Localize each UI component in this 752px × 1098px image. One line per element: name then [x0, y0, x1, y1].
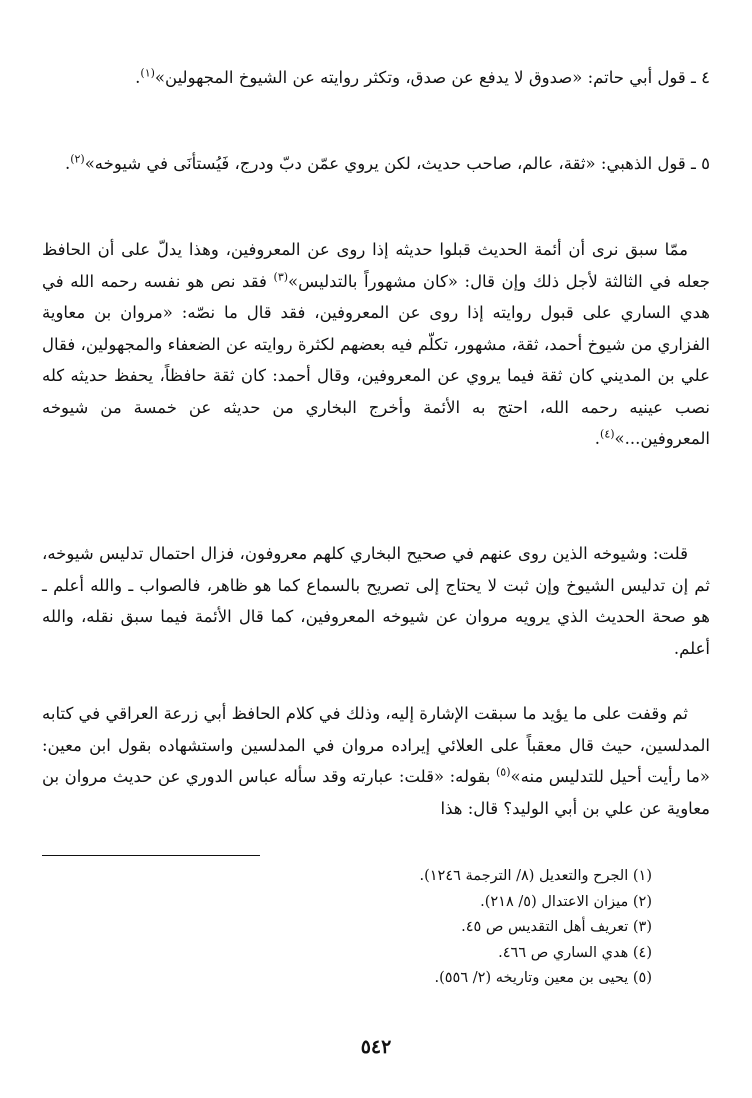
quote-item-4: ٤ ـ قول أبي حاتم: «صدوق لا يدفع عن صدق، وتكثر روايته عن الشيوخ المجهولين»$^{(١)}$. [135, 66, 710, 87]
quote-item-5: ٥ ـ قول الذهبي: «ثقة، عالم، صاحب حديث، لكن يروي عمّن دبّ ودرج، فَيُستأنَى في شيوخه»$^{(٢)}$. [64, 152, 710, 173]
footnote-5: (٥) يحيى بن معين وتاريخه (٢/ ٥٥٦). [434, 970, 652, 986]
quote-5-text: ٥ ـ قول الذهبي: «ثقة، عالم، صاحب حديث، لكن يروي عمّن دبّ ودرج، فَيُستأنَى في شيوخه» [84, 154, 710, 173]
footnote-3: (٣) تعريف أهل التقديس ص ٤٥. [461, 919, 652, 935]
footnote-separator [42, 855, 260, 856]
paragraph-conclusion [42, 538, 710, 664]
footnote-1: (١) الجرح والتعديل (٨/ الترجمة ١٢٤٦). [419, 868, 652, 884]
footnote-ref-2: (٢) [70, 152, 85, 166]
paragraph-additional-text-b: بقوله: «قلت: عبارته وقد سأله عباس الدوري عن حديث مروان بن معاوية عن علي بن أبي الوليد؟ قال: هذا [42, 767, 710, 818]
footnote-ref-3: (٣) [273, 270, 289, 283]
footnotes-list [92, 864, 652, 992]
paragraph-conclusion-text: قلت: وشيوخه الذين روى عنهم في صحيح البخاري كلهم معروفون، فزال احتمال تدليس شيوخه، ثم إن تدليس الشيوخ وإن ثبت لا يحتاج إلى تصريح بالسماع كما هو ظاهر، فالصواب ـ والله أعلم ـ هو صحة الحديث الذي يرويه مروان عن شيوخه المعروفين، كما قال الأئمة فيما سبق نقله، والله أعلم. [42, 544, 710, 658]
paragraph-analysis: ممّا سبق نرى أن أئمة الحديث قبلوا حديثه إذا روى عن المعروفين، وهذا يدلّ على أن الحافظ جعله في الثالثة لأجل ذلك وإن قال: «كان مشهوراً بالتدليس»$^{(٣)}$ فقد نص هو نفسه رحمه الله في هدي الساري على قبول روايته إذا روى عن المعروفين، فقد قال ما نصّه: «مروان بن معاوية الفزاري من شيوخ أحمد، ثقة، مشهور، تكلّم فيه بعضهم لكثرة روايته عن الضعفاء والمجهولين، فقال علي بن المديني كان ثقة فيما يروي عن المعروفين، وقال أحمد: كان ثقة حافظاً، يحفظ حديثه كله نصب عينيه رحمه الله، احتج به الأئمة وأخرج البخاري من حديثه عن خمسة من شيوخه المعروفين...»$^{(٤)}$. [42, 240, 711, 448]
paragraph-analysis-text-b: فقد نص هو نفسه رحمه الله في هدي الساري على قبول روايته إذا روى عن المعروفين، فقد قال ما نصّه: «مروان بن معاوية الفزاري من شيوخ أحمد، ثقة، مشهور، تكلّم فيه بعضهم لكثرة روايته عن الضعفاء والمجهولين، فقال علي بن المديني كان ثقة فيما يروي عن المعروفين، وقال أحمد: كان ثقة حافظاً، يحفظ حديثه كله نصب عينيه رحمه الله، احتج به الأئمة وأخرج البخاري من حديثه عن خمسة من شيوخه المعروفين...» [42, 271, 710, 448]
footnote-ref-1: (١) [140, 66, 155, 80]
paragraph-analysis-text-a: ممّا سبق نرى أن أئمة الحديث قبلوا حديثه إذا روى عن المعروفين، وهذا يدلّ على أن الحافظ جعله في الثالثة لأجل ذلك وإن قال: «كان مشهوراً بالتدليس» [42, 240, 711, 291]
footnote-2: (٢) ميزان الاعتدال (٥/ ٢١٨). [480, 893, 652, 910]
page-number: ٥٤٢ [360, 1036, 392, 1058]
paragraph-additional-text-a: ثم وقفت على ما يؤيد ما سبقت الإشارة إليه، وذلك في كلام الحافظ أبي زرعة العراقي في كتابه المدلسين، حيث قال معقباً على العلائي إيراده مروان في المدلسين واستشهاده بقول ابن معين: «ما رأيت أحيل للتدليس منه» [42, 704, 710, 786]
footnote-4: (٤) هدي الساري ص ٤٦٦. [498, 944, 652, 961]
quote-4-text: ٤ ـ قول أبي حاتم: «صدوق لا يدفع عن صدق، وتكثر روايته عن الشيوخ المجهولين» [154, 68, 710, 87]
footnote-ref-4: (٤) [600, 427, 615, 441]
footnote-ref-5: (٥) [496, 765, 511, 779]
paragraph-additional [42, 698, 710, 824]
